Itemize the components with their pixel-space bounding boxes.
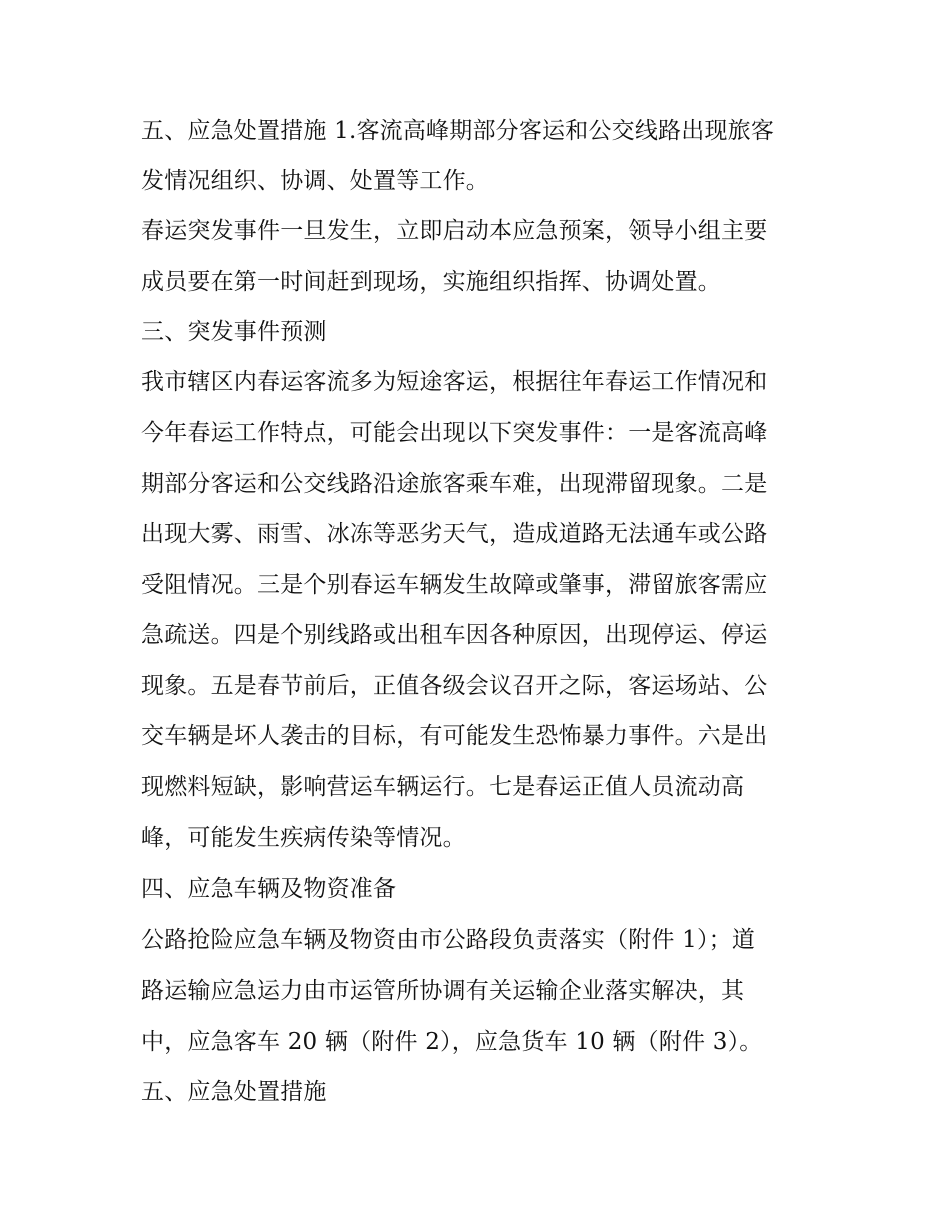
text-line: 中，应急客车 20 辆（附件 2），应急货车 10 辆（附件 3）。 [141,1029,763,1055]
text-line: 五、应急处置措施 1.客流高峰期部分客运和公交线路出现旅客 [141,118,775,144]
text-line: 现燃料短缺，影响营运车辆运行。七是春运正值人员流动高 [141,774,745,800]
text-line: 期部分客运和公交线路沿途旅客乘车难，出现滞留现象。二是 [141,471,768,497]
text-line: 我市辖区内春运客流多为短途客运，根据往年春运工作情况和 [141,369,768,395]
section-heading: 四、应急车辆及物资准备 [141,876,397,902]
text-line: 春运突发事件一旦发生，立即启动本应急预案，领导小组主要 [141,218,768,244]
text-line: 受阻情况。三是个别春运车辆发生故障或肇事，滞留旅客需应 [141,572,768,598]
text-line: 路运输应急运力由市运管所协调有关运输企业落实解决，其 [141,978,745,1004]
text-line: 发情况组织、协调、处置等工作。 [141,168,489,194]
text-line: 急疏送。四是个别线路或出租车因各种原因，出现停运、停运 [141,622,768,648]
section-heading: 三、突发事件预测 [141,319,327,345]
text-line: 今年春运工作特点，可能会出现以下突发事件：一是客流高峰 [141,420,768,446]
text-line: 现象。五是春节前后，正值各级会议召开之际，客运场站、公 [141,673,768,699]
text-line: 出现大雾、雨雪、冰冻等恶劣天气，造成道路无法通车或公路 [141,521,768,547]
section-heading: 五、应急处置措施 [141,1079,327,1105]
text-line: 成员要在第一时间赶到现场，实施组织指挥、协调处置。 [141,269,721,295]
text-line: 交车辆是坏人袭击的目标，有可能发生恐怖暴力事件。六是出 [141,723,768,749]
text-line: 峰，可能发生疾病传染等情况。 [141,825,466,851]
text-line: 公路抢险应急车辆及物资由市公路段负责落实（附件 1）；道 [141,927,756,953]
